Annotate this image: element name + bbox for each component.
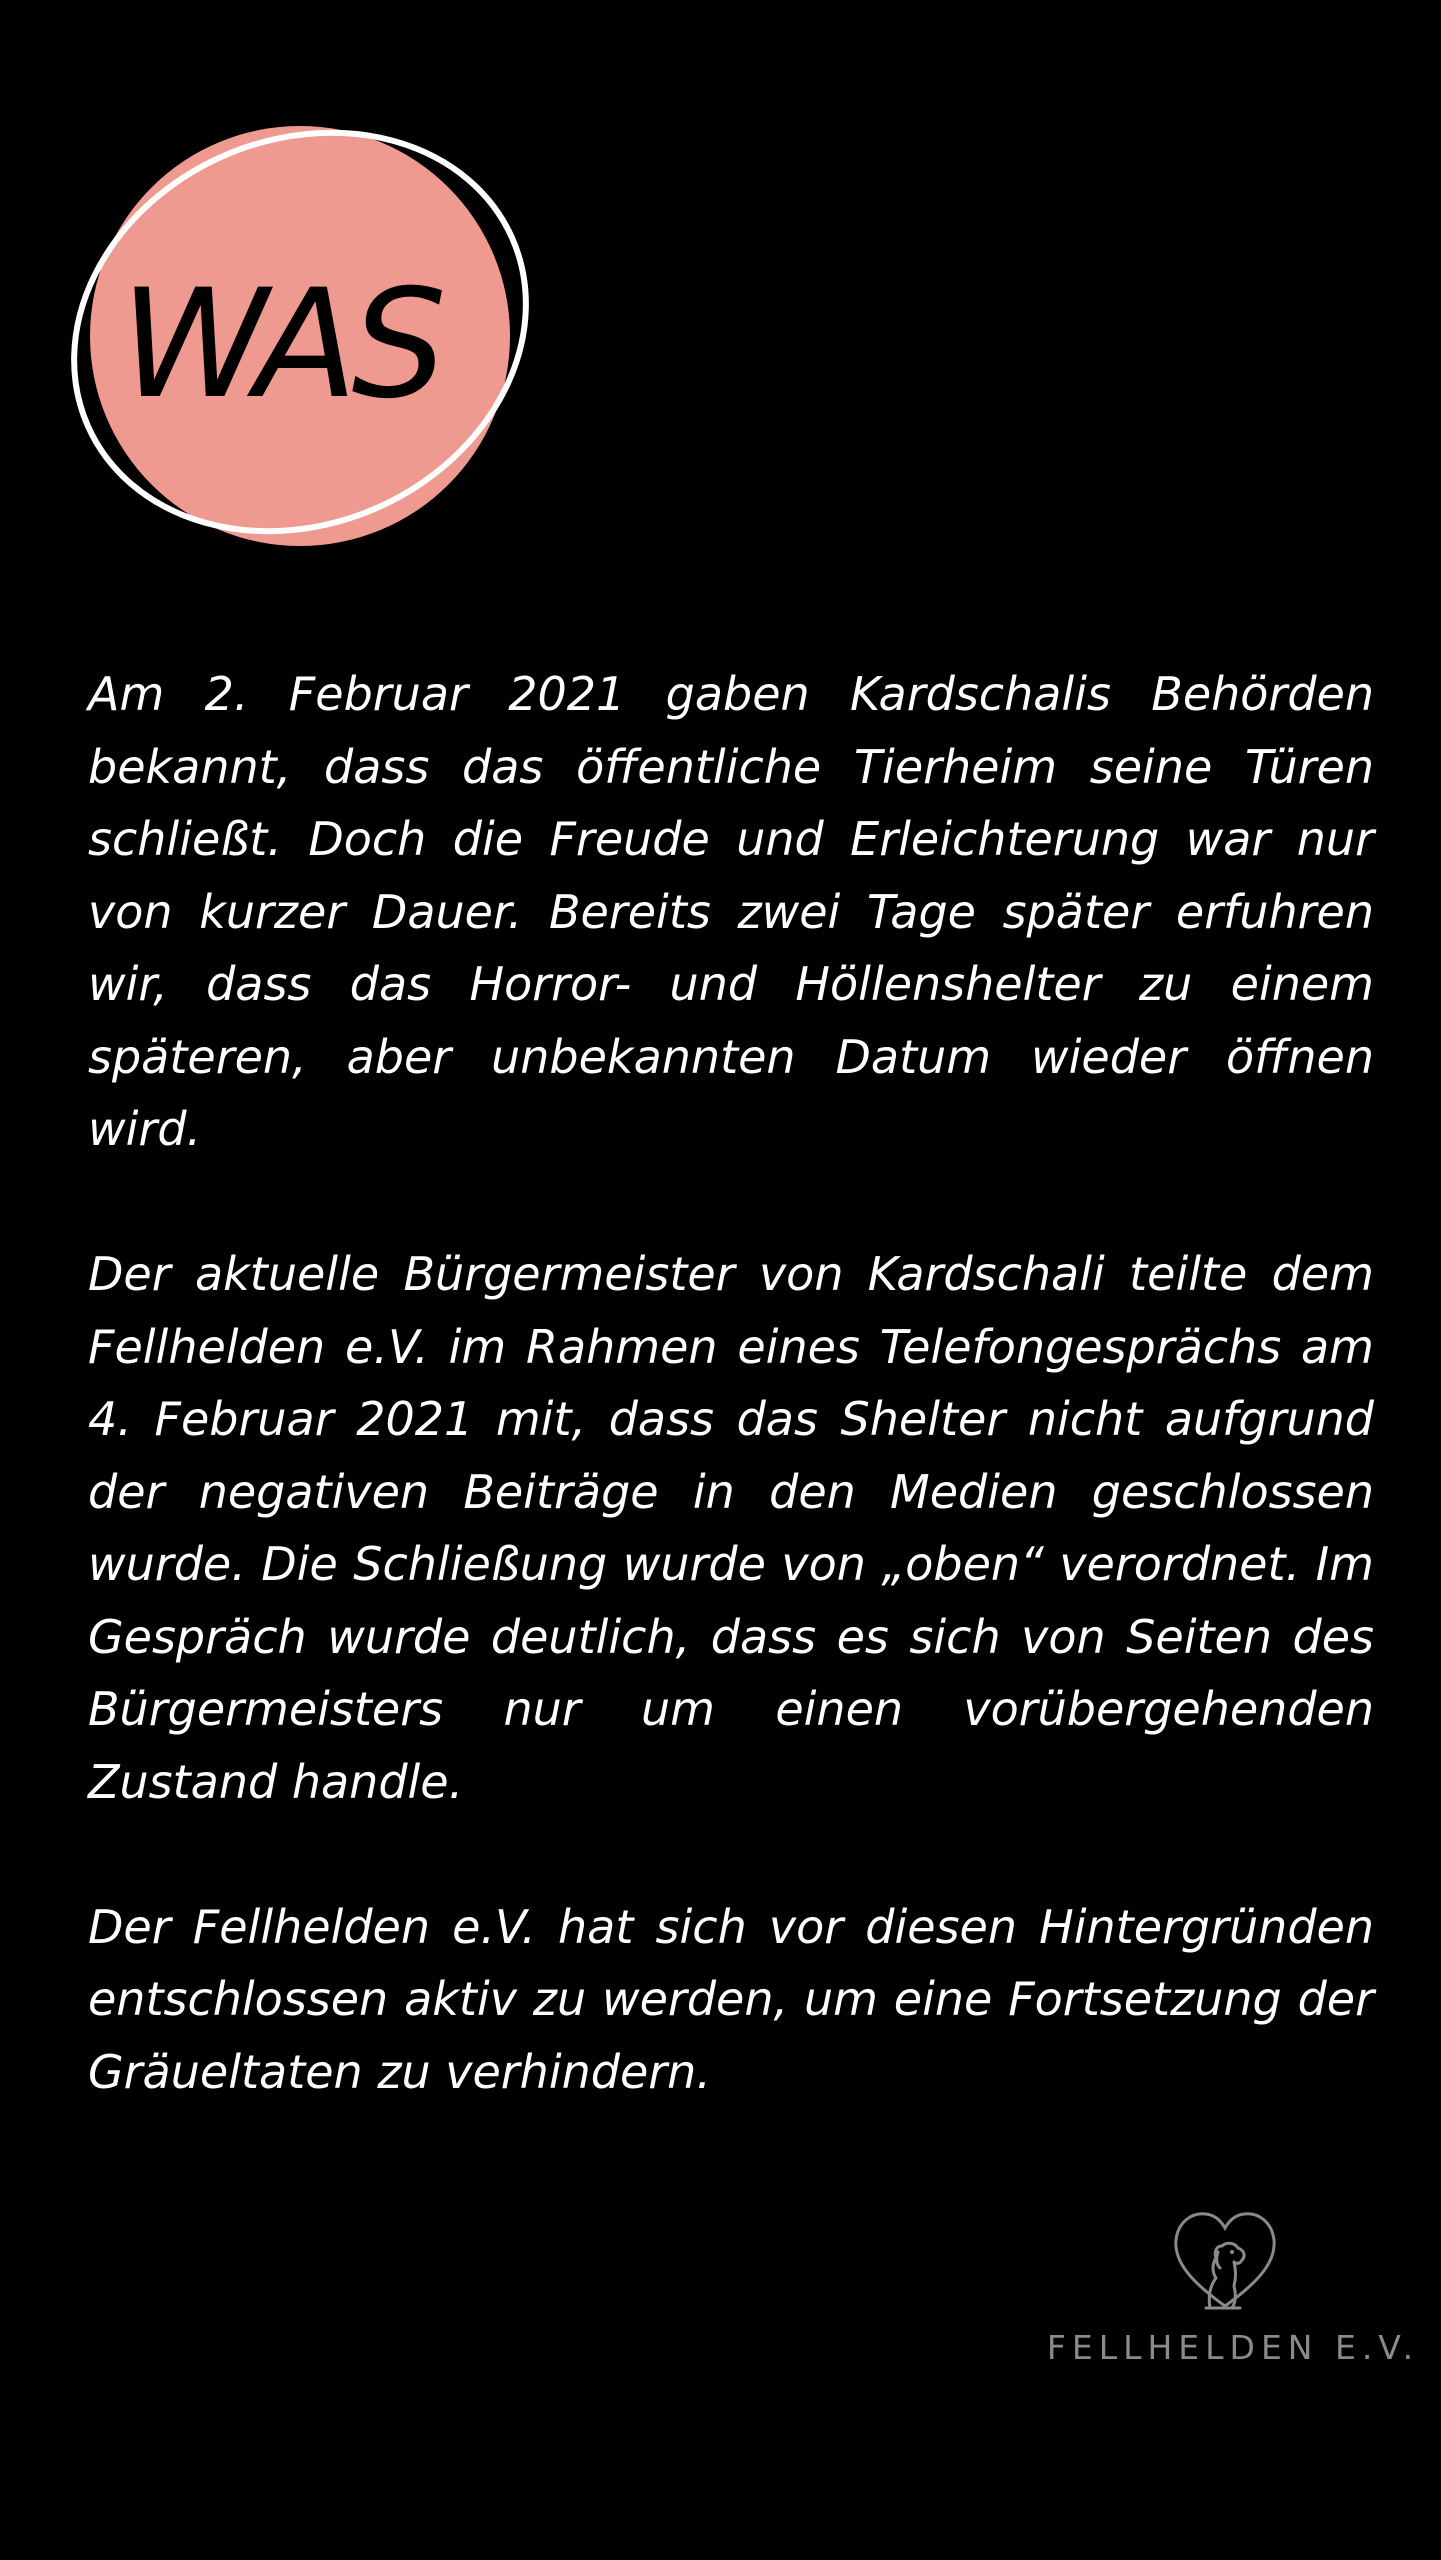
badge-title: WAS — [120, 258, 441, 432]
paragraph-3: Der Fellhelden e.V. hat sich vor diesen Hintergründen entschlossen aktiv zu werden, um eine Fortsetzung der Gräueltaten zu verhindern. — [88, 1899, 1374, 2099]
badge-circle-icon — [60, 118, 540, 558]
article-body — [88, 658, 1374, 2181]
heart-dog-icon — [1170, 2206, 1280, 2316]
was-badge — [60, 118, 540, 558]
fellhelden-logo — [1020, 2200, 1440, 2380]
paragraph-1: Am 2. Februar 2021 gaben Kardschalis Behörden bekannt, dass das öffentliche Tierheim seine Türen schließt. Doch die Freude und Erleichterung war nur von kurzer Dauer. Bereits zwei Tage später erfuhren wir, dass das Horror- und Höllenshelter zu einem späteren, aber unbekannten Datum wieder öffnen wird. — [88, 667, 1374, 1156]
paragraph-2: Der aktuelle Bürgermeister von Kardschali teilte dem Fellhelden e.V. im Rahmen eines Telefongesprächs am 4. Februar 2021 mit, dass das Shelter nicht aufgrund der negativen Beiträge in den Medien geschlossen wurde. Die Schließung wurde von „oben“ verordnet. Im Gespräch wurde deutlich, dass es sich von Seiten des Bürgermeisters nur um einen vorübergehenden Zustand handle. — [88, 1247, 1374, 1809]
logo-text: FELLHELDEN E.V. — [1046, 2328, 1420, 2367]
